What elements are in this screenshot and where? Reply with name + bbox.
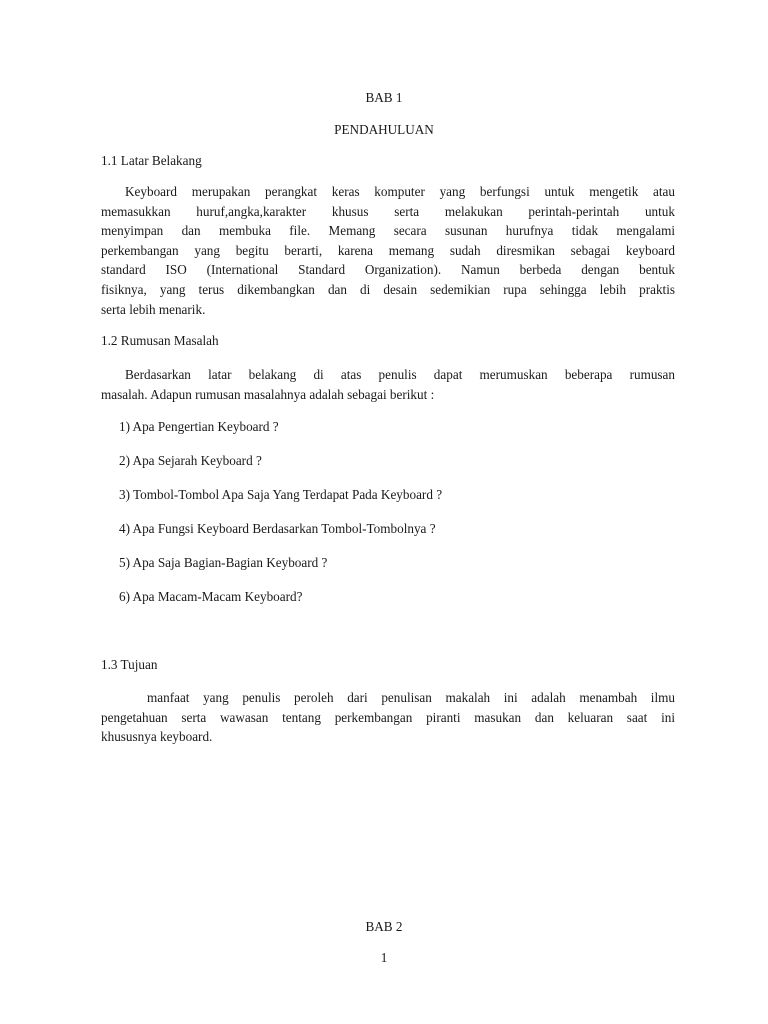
paragraph-line: pengetahuan serta wawasan tentang perkembangan piranti masukan dan keluaran saat ini xyxy=(101,709,675,725)
paragraph-line: khususnya keyboard. xyxy=(101,729,213,745)
paragraph-tujuan xyxy=(101,688,675,747)
section-heading-rumusan-masalah: 1.2 Rumusan Masalah xyxy=(101,333,219,348)
paragraph-line: memasukkan huruf,angka,karakter khusus serta melakukan perintah-perintah untuk xyxy=(101,203,675,219)
paragraph-line: Keyboard merupakan perangkat keras komputer yang berfungsi untuk mengetik atau xyxy=(125,184,675,199)
section-heading-latar-belakang: 1.1 Latar Belakang xyxy=(101,153,202,168)
list-item: 1) Apa Pengertian Keyboard ? xyxy=(119,419,279,434)
paragraph-line: menyimpan dan membuka file. Memang secara susunan hurufnya tidak mengalami xyxy=(101,223,675,239)
paragraph-latar-belakang xyxy=(101,182,675,319)
paragraph-line: serta lebih menarik. xyxy=(101,301,206,317)
list-item: 5) Apa Saja Bagian-Bagian Keyboard ? xyxy=(119,555,328,570)
chapter-title: BAB 1 xyxy=(365,90,403,105)
paragraph-line: standard ISO (International Standard Organization). Namun berbeda dengan bentuk xyxy=(101,262,675,278)
list-item: 4) Apa Fungsi Keyboard Berdasarkan Tombol-Tombolnya ? xyxy=(119,521,436,536)
paragraph-line: manfaat yang penulis peroleh dari penulisan makalah ini adalah menambah ilmu xyxy=(147,690,675,705)
list-item: 3) Tombol-Tombol Apa Saja Yang Terdapat Pada Keyboard ? xyxy=(119,487,443,502)
page-number: 1 xyxy=(380,950,388,965)
paragraph-rumusan-masalah xyxy=(101,365,675,404)
paragraph-line: perkembangan yang begitu berarti, karena memang sudah diresmikan sebagai keyboard xyxy=(101,242,675,258)
paragraph-line: Berdasarkan latar belakang di atas penulis dapat merumuskan beberapa rumusan xyxy=(125,367,675,382)
paragraph-line: masalah. Adapun rumusan masalahnya adalah sebagai berikut : xyxy=(101,386,435,402)
list-item: 2) Apa Sejarah Keyboard ? xyxy=(119,453,262,468)
section-heading-tujuan: 1.3 Tujuan xyxy=(101,657,158,672)
next-chapter-title: BAB 2 xyxy=(365,919,403,934)
paragraph-line: fisiknya, yang terus dikembangkan dan di desain sedemikian rupa sehingga lebih praktis xyxy=(101,281,675,297)
list-item: 6) Apa Macam-Macam Keyboard? xyxy=(119,589,303,604)
chapter-subtitle: PENDAHULUAN xyxy=(334,122,434,137)
